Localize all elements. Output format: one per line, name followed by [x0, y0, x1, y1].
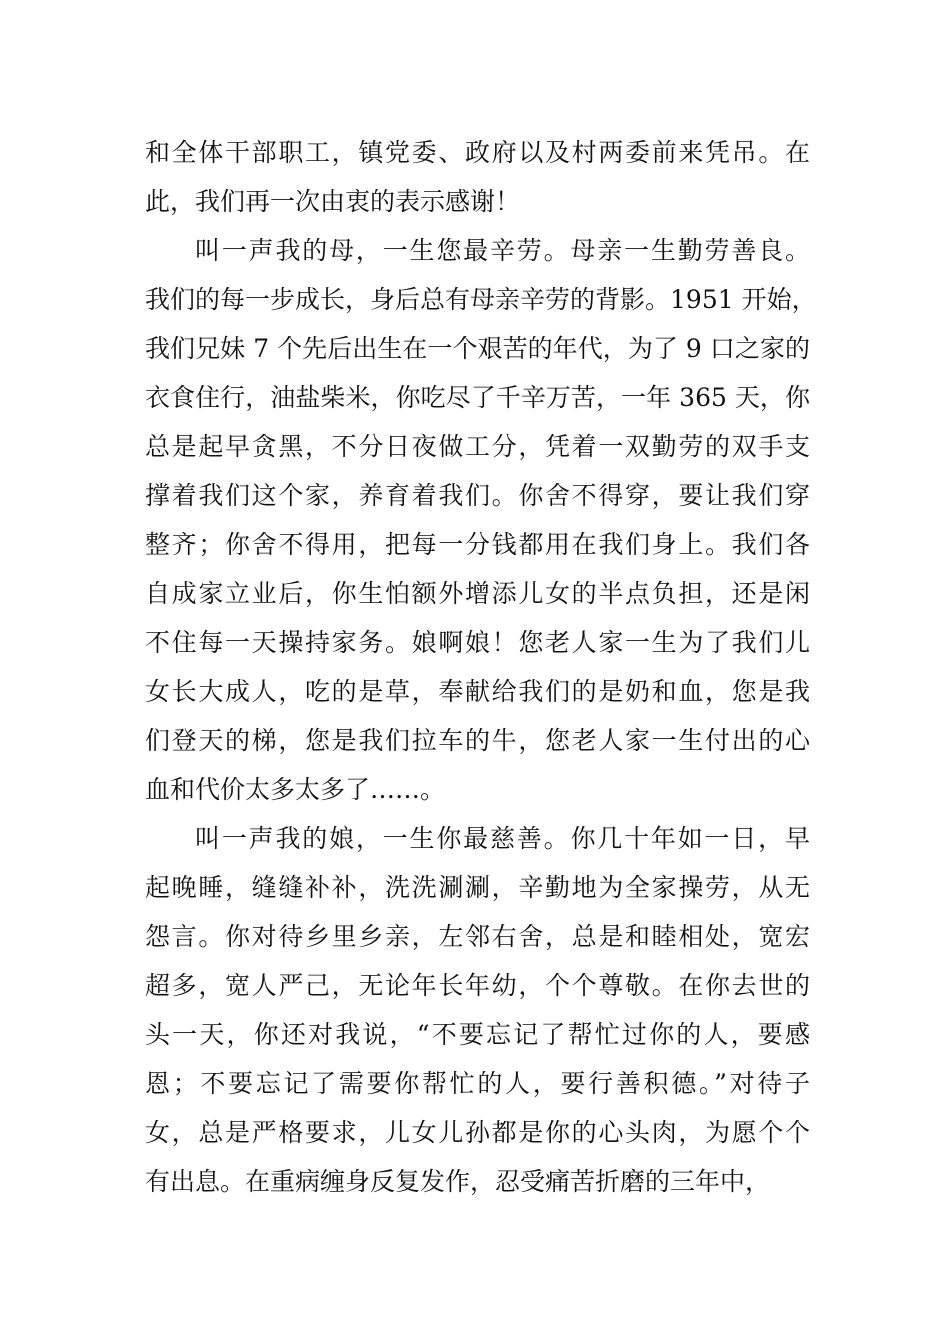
- text-line: 有出息。在重病缠身反复发作，忍受痛苦折磨的三年中，: [145, 1167, 771, 1196]
- text-line: 整齐；你舍不得用，把每一分钱都用在我们身上。我们各: [145, 530, 810, 559]
- text-line: 叫一声我的母，一生您最辛劳。母亲一生勤劳善良。: [195, 236, 810, 265]
- text-line: 女长大成人，吃的是草，奉献给我们的是奶和血，您是我: [145, 677, 810, 706]
- text-line: 头一天，你还对我说，“不要忘记了帮忙过你的人，要感: [145, 1020, 810, 1049]
- text-line: 叫一声我的娘，一生你最慈善。你几十年如一日，早: [195, 824, 810, 853]
- text-line: 总是起早贪黑，不分日夜做工分，凭着一双勤劳的双手支: [145, 432, 810, 461]
- text-line: 恩；不要忘记了需要你帮忙的人，要行善积德。”对待子: [145, 1069, 810, 1098]
- paragraph: [145, 128, 810, 226]
- text-line: 衣食住行，油盐柴米，你吃尽了千辛万苦，一年 365 天，你: [145, 383, 810, 412]
- paragraph: [145, 226, 817, 814]
- document-body: [145, 128, 817, 1206]
- text-line: 和全体干部职工，镇党委、政府以及村两委前来凭吊。在: [145, 138, 810, 167]
- text-line: 我们的每一步成长，身后总有母亲辛劳的背影。1951 开始，: [145, 285, 817, 314]
- text-line: 女，总是严格要求，儿女儿孙都是你的心头肉，为愿个个: [145, 1118, 810, 1147]
- text-line: 不住每一天操持家务。娘啊娘！您老人家一生为了我们儿: [145, 628, 810, 657]
- paragraph: [145, 814, 810, 1206]
- text-line: 怨言。你对待乡里乡亲，左邻右舍，总是和睦相处，宽宏: [145, 922, 810, 951]
- text-line: 超多，宽人严己，无论年长年幼，个个尊敬。在你去世的: [145, 971, 810, 1000]
- text-line: 撑着我们这个家，养育着我们。你舍不得穿，要让我们穿: [145, 481, 810, 510]
- text-line: 此，我们再一次由衷的表示感谢！: [145, 187, 521, 216]
- text-line: 们登天的梯，您是我们拉车的牛，您老人家一生付出的心: [145, 726, 810, 755]
- text-line: 自成家立业后，你生怕额外增添儿女的半点负担，还是闲: [145, 579, 810, 608]
- text-line: 起晚睡，缝缝补补，洗洗涮涮，辛勤地为全家操劳，从无: [145, 873, 810, 902]
- text-line: 我们兄妹 7 个先后出生在一个艰苦的年代，为了 9 口之家的: [145, 334, 810, 363]
- text-line: 血和代价太多太多了……。: [145, 775, 446, 804]
